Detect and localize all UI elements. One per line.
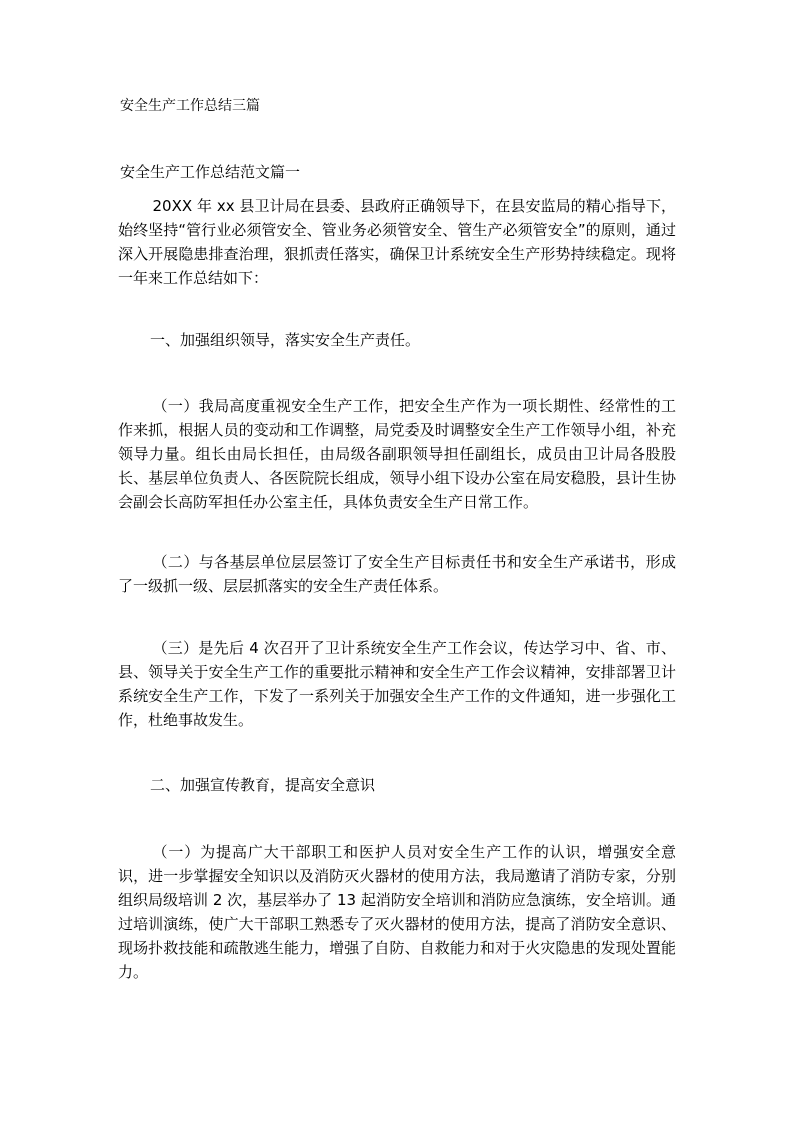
intro-paragraph: 20XX 年 xx 县卫计局在县委、县政府正确领导下，在县安监局的精心指导下，始终坚持“管行业必须管安全、管业务必须管安全、管生产必须管安全”的原则，通过深入开展隐患排查治理，狠抓责任落实，确保卫计系统安全生产形势持续稳定。现将一年来工作总结如下： bbox=[118, 197, 676, 287]
paragraph-1-1: （一）我局高度重视安全生产工作，把安全生产作为一项长期性、经常性的工作来抓，根据人员的变动和工作调整，局党委及时调整安全生产工作领导小组，补充领导力量。组长由局长担任，由局级各副职领导担任副组长，成员由卫计局各股股长、基层单位负责人、各医院院长组成，领导小组下设办公室在局安稳股，县计生协会副会长高防军担任办公室主任，具体负责安全生产日常工作。 bbox=[118, 397, 676, 511]
document-title: 安全生产工作总结三篇 bbox=[120, 98, 260, 114]
paragraph-1-3: （三）是先后 4 次召开了卫计系统安全生产工作会议，传达学习中、省、市、县、领导关于安全生产工作的重要批示精神和安全生产工作会议精神，安排部署卫计系统安全生产工作，下发了一系列关于加强安全生产工作的文件通知，进一步强化工作，杜绝事故发生。 bbox=[118, 639, 676, 729]
section-title: 安全生产工作总结范文篇一 bbox=[120, 163, 301, 181]
paragraph-2-1: （一）为提高广大干部职工和医护人员对安全生产工作的认识，增强安全意识，进一步掌握安全知识以及消防灭火器材的使用方法，我局邀请了消防专家，分别组织局级培训 2 次，基层举办了 13 起消防安全培训和消防应急演练，安全培训。通过培训演练，使广大干部职工熟悉专了灭火器材的使用方法，提高了消防安全意识、现场扑救技能和疏散逃生能力，增强了自防、自救能力和对于火灾隐患的发现处置能力。 bbox=[118, 843, 676, 981]
heading-two: 二、加强宣传教育，提高安全意识 bbox=[150, 776, 376, 794]
heading-one: 一、加强组织领导，落实安全生产责任。 bbox=[150, 331, 421, 349]
paragraph-1-2: （二）与各基层单位层层签订了安全生产目标责任书和安全生产承诺书，形成了一级抓一级、层层抓落实的安全生产责任体系。 bbox=[118, 553, 676, 595]
